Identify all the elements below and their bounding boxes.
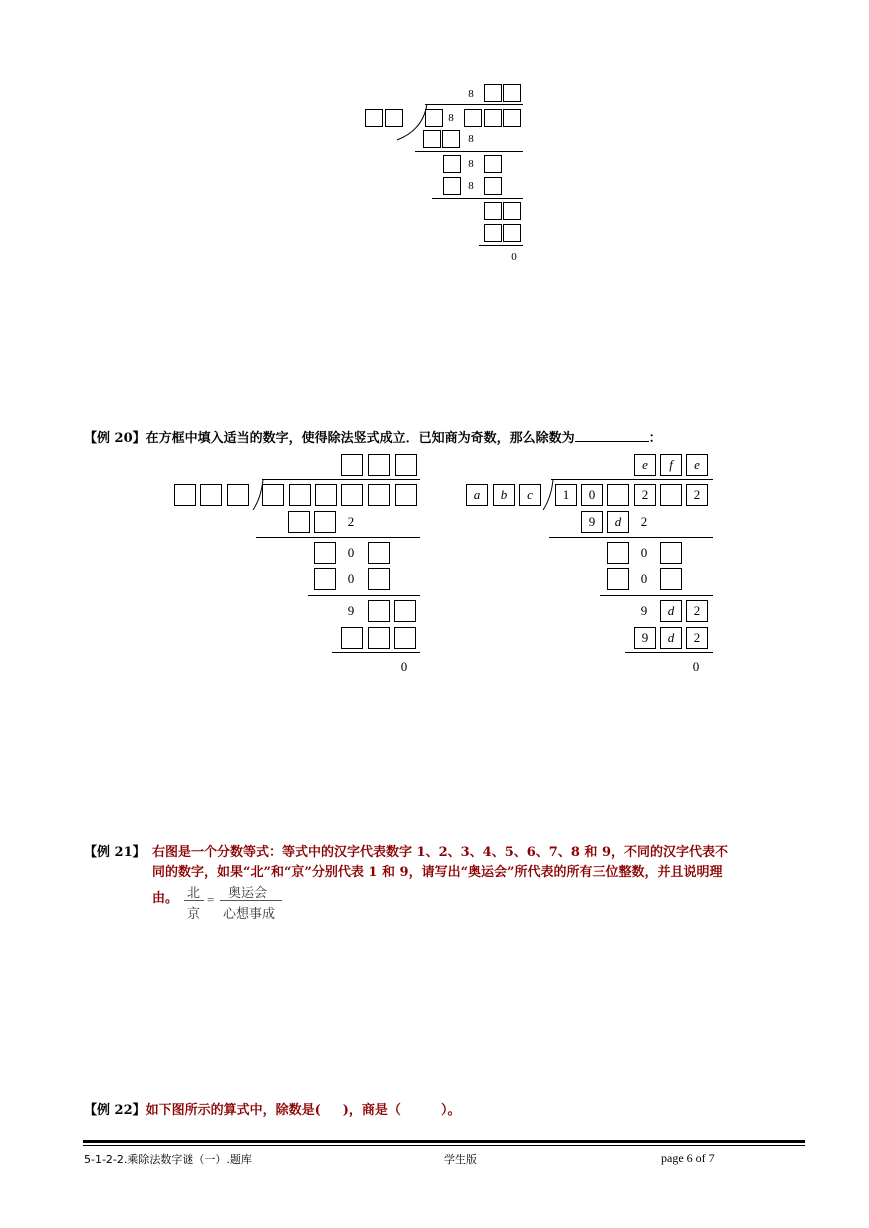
ex21-line3: 由。 [152, 891, 179, 906]
blank-box [423, 130, 441, 148]
quotient-box: f [660, 454, 682, 476]
blank-box [368, 627, 390, 649]
digit: 9 [347, 603, 355, 618]
ex22-end: ）。 [440, 1103, 461, 1118]
remainder: 0 [400, 659, 408, 674]
blank-box [484, 224, 502, 242]
dividend-box: 1 [555, 484, 577, 506]
blank-box [425, 109, 443, 127]
blank-box [607, 542, 629, 564]
ex22-question [84, 1102, 460, 1120]
remainder: 0 [692, 659, 700, 674]
divisor-box: a [466, 484, 488, 506]
ex20-text: 在方框中填入适当的数字，使得除法竖式成立．已知商为奇数，那么除数为 [145, 431, 575, 446]
ex21-label: 【例 21】 [84, 845, 146, 860]
quotient-box: e [686, 454, 708, 476]
blank-box [660, 568, 682, 590]
divisor-box [227, 484, 249, 506]
quotient-box: e [634, 454, 656, 476]
blank-box [503, 224, 521, 242]
subtraction-line [308, 595, 420, 596]
blank-box [368, 542, 390, 564]
ex22-label: 【例 22】 [84, 1103, 146, 1118]
answer-blank[interactable] [575, 429, 649, 442]
blank-box [288, 511, 310, 533]
footer-edition: 学生版 [444, 1153, 477, 1166]
divisor-box: c [519, 484, 541, 506]
digit: 2 [347, 514, 355, 529]
blank-box [607, 568, 629, 590]
subtraction-line [479, 245, 523, 246]
dividend-digit: 8 [448, 112, 454, 124]
ex21-line2: 同的数字，如果“北”和“京”分别代表 1 和 9，请写出“奥运会”所代表的所有三位整数，并且说明理 [152, 865, 723, 880]
blank-box [442, 130, 460, 148]
remainder: 0 [511, 251, 517, 263]
blank-box [503, 202, 521, 220]
blank-box [443, 155, 461, 173]
footer-page-number: page 6 of 7 [661, 1151, 715, 1165]
digit-box: 9 [634, 627, 656, 649]
blank-box [314, 542, 336, 564]
blank-box [368, 568, 390, 590]
quotient-box [395, 454, 417, 476]
subtraction-line [415, 151, 523, 152]
frac-right-numerator: 奥运会 [228, 885, 268, 900]
frac-left-denominator: 京 [187, 906, 201, 921]
quotient-digit: 8 [468, 88, 474, 100]
digit-box: 9 [581, 511, 603, 533]
subtraction-line [256, 537, 420, 538]
partial-digit: 8 [468, 180, 474, 192]
dividend-box [315, 484, 337, 506]
dividend-box [341, 484, 363, 506]
ex20-end: ： [648, 431, 662, 446]
dividend-box: 2 [634, 484, 656, 506]
division-bar [551, 479, 713, 480]
frac-right-denominator: 心想事成 [223, 906, 276, 921]
blank-box [484, 109, 502, 127]
digit: 0 [347, 545, 355, 560]
digit-box: d [660, 600, 682, 622]
division-bar [262, 479, 420, 480]
dividend-box [607, 484, 629, 506]
ex22-mid: )，商是（ [342, 1103, 401, 1118]
blank-box [368, 600, 390, 622]
blank-box [484, 155, 502, 173]
dividend-box [368, 484, 390, 506]
subtraction-line [332, 652, 420, 653]
digit-box: 2 [686, 600, 708, 622]
ex21-line1: 右图是一个分数等式：等式中的汉字代表数字 1、2、3、4、5、6、7、8 和 9，不同的汉字代表不 [152, 845, 728, 860]
division-bracket [540, 478, 556, 512]
subtraction-line [432, 198, 523, 199]
blank-box [341, 627, 363, 649]
ex20-label: 【例 20】 [84, 431, 146, 446]
blank-box [464, 109, 482, 127]
subtraction-line [625, 652, 713, 653]
blank-box [394, 627, 416, 649]
dividend-box [289, 484, 311, 506]
divisor-box [365, 109, 383, 127]
digit-box: d [660, 627, 682, 649]
dividend-box [660, 484, 682, 506]
blank-box [314, 568, 336, 590]
divisor-box [174, 484, 196, 506]
digit-box: 2 [686, 627, 708, 649]
subtraction-line [600, 595, 713, 596]
footer-rule-thin [83, 1145, 805, 1146]
blank-box [503, 109, 521, 127]
blank-box [443, 177, 461, 195]
blank-box [484, 84, 502, 102]
partial-digit: 8 [468, 133, 474, 145]
digit: 2 [640, 514, 648, 529]
footer-rule-thick [83, 1140, 805, 1143]
digit-box: d [607, 511, 629, 533]
subtraction-line [549, 537, 713, 538]
ex20-question [84, 429, 784, 448]
quotient-box [368, 454, 390, 476]
frac-left-numerator: 北 [187, 885, 201, 900]
fraction-bar [184, 900, 204, 901]
equals-sign: = [207, 892, 215, 907]
blank-box [394, 600, 416, 622]
dividend-box [262, 484, 284, 506]
ex22-text: 如下图所示的算式中，除数是( [145, 1103, 321, 1118]
blank-box [314, 511, 336, 533]
quotient-box [341, 454, 363, 476]
digit: 9 [640, 603, 648, 618]
blank-box [660, 542, 682, 564]
digit: 0 [640, 571, 648, 586]
dividend-box: 0 [581, 484, 603, 506]
division-bar [425, 104, 523, 105]
footer-doc-title: 5-1-2-2.乘除法数字谜（一）.题库 [84, 1153, 252, 1166]
blank-box [484, 177, 502, 195]
fraction-bar [220, 900, 282, 901]
blank-box [503, 84, 521, 102]
divisor-box: b [493, 484, 515, 506]
digit: 0 [640, 545, 648, 560]
digit: 0 [347, 571, 355, 586]
divisor-box [200, 484, 222, 506]
dividend-box [395, 484, 417, 506]
partial-digit: 8 [468, 158, 474, 170]
dividend-box: 2 [686, 484, 708, 506]
blank-box [484, 202, 502, 220]
